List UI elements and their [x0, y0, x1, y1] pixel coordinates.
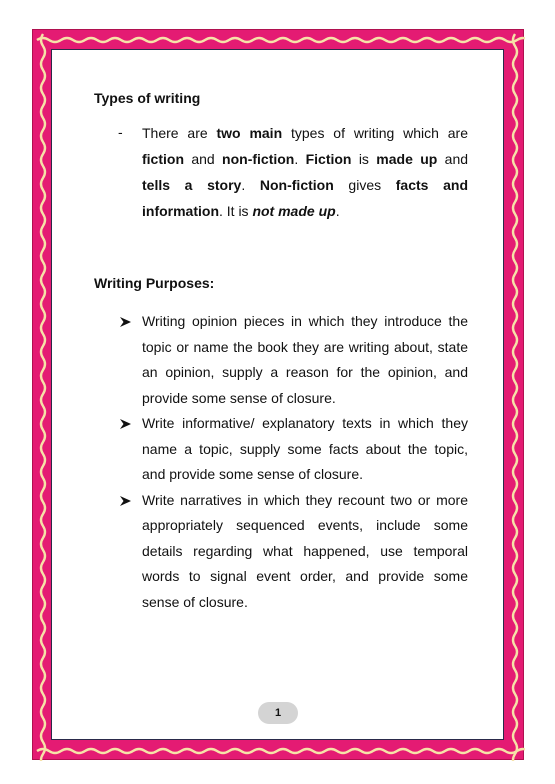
purposes-list	[114, 309, 468, 615]
list-item: Write informative/ explanatory texts in which they name a topic, supply some facts about the topic, and provide some sense of closure.	[114, 411, 468, 488]
types-text: There are two main types of writing which are fiction and non-fiction. Fiction is made up and tells a story. Non-fiction gives facts and information. It is not made up.	[142, 125, 469, 219]
list-item: Write narratives in which they recount two or more appropriately sequenced events, include some details regarding what happened, use temporal words to signal event order, and provide some sense of closure.	[114, 488, 468, 616]
arrowhead-icon	[120, 419, 131, 429]
list-item: Writing opinion pieces in which they introduce the topic or name the book they are writing about, state an opinion, supply a reason for the opinion, and provide some sense of closure.	[114, 309, 468, 411]
heading-writing-purposes: Writing Purposes:	[94, 275, 215, 291]
page-number-badge: 1	[258, 702, 298, 724]
dash-bullet: -	[118, 124, 123, 140]
heading-types-of-writing: Types of writing	[94, 90, 201, 106]
arrowhead-icon	[120, 496, 131, 506]
arrowhead-icon	[120, 317, 131, 327]
types-paragraph	[118, 120, 468, 224]
